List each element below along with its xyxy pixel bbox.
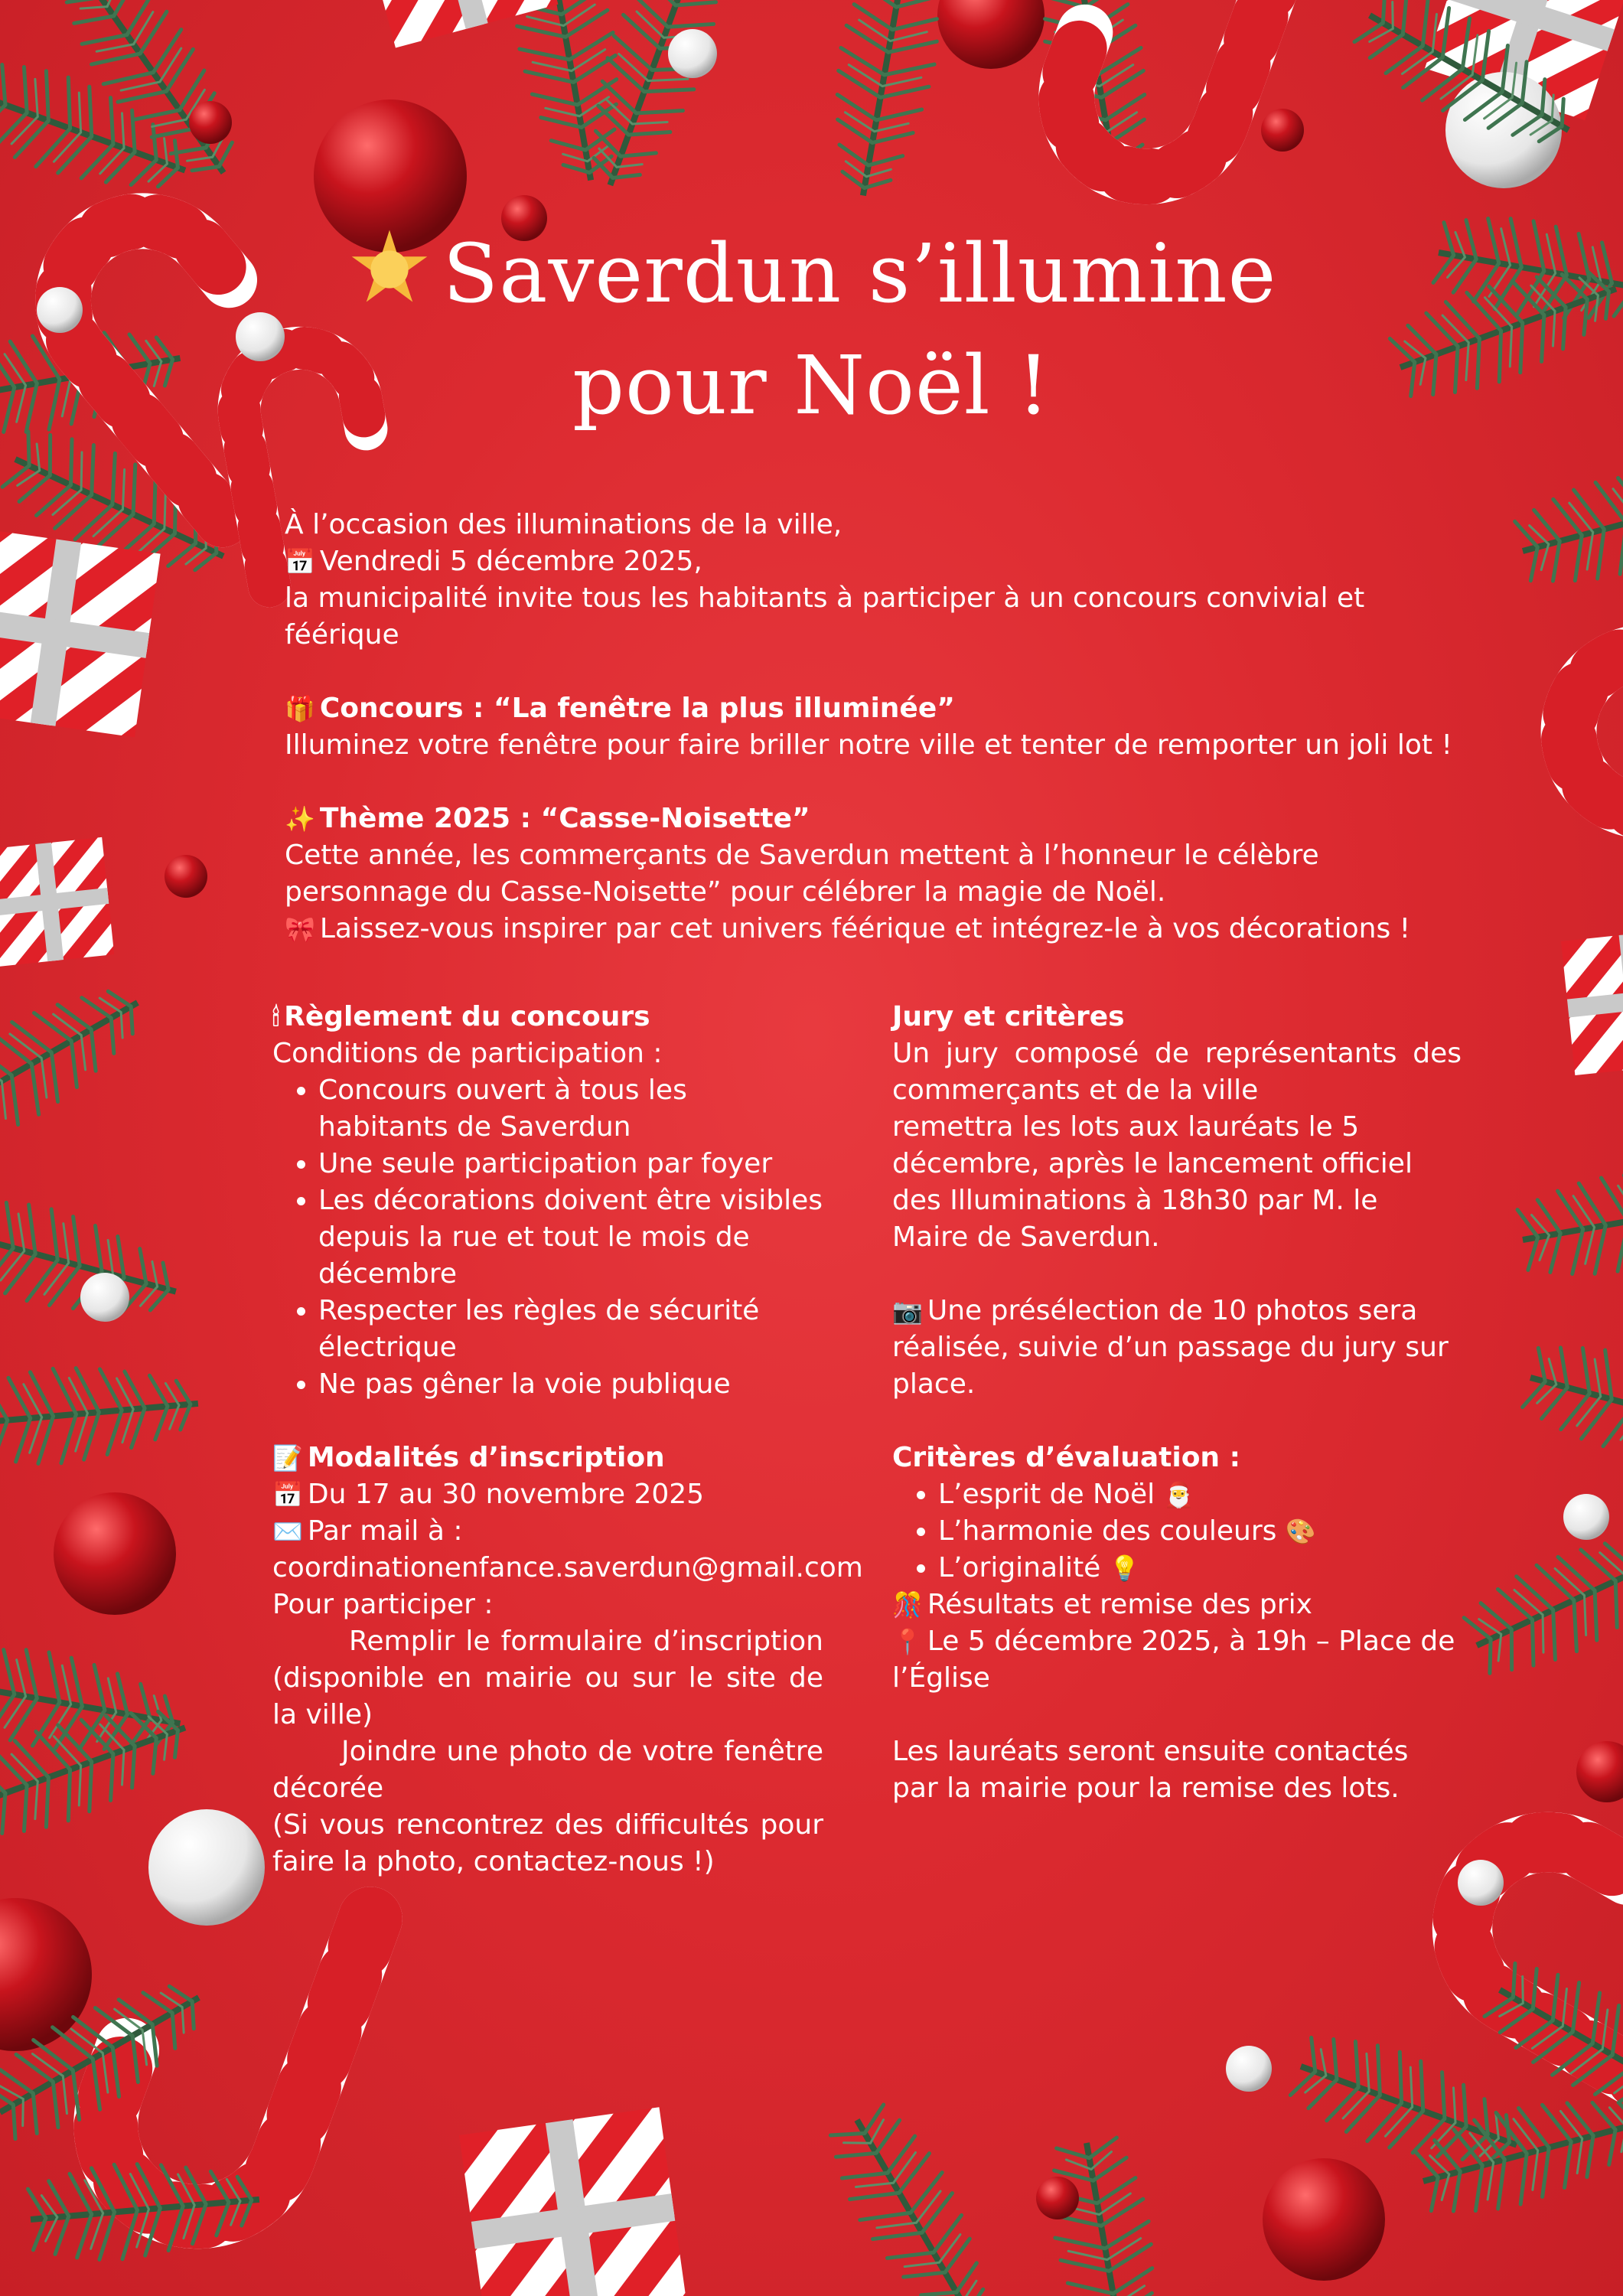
list-item <box>938 1550 1462 1587</box>
registration-dates-text: Du 17 au 30 novembre 2025 <box>307 1479 705 1510</box>
title-text-1: Saverdun s’illumine <box>442 227 1277 321</box>
results-closing: Les lauréats seront ensuite contactés par la mairie pour la remise des lots. <box>892 1736 1409 1804</box>
santa-icon: 🎅 <box>1163 1480 1194 1509</box>
right-column <box>892 999 1462 1807</box>
list-item: • Les décorations doivent être visibles depuis la rue et tout le mois de décembre <box>318 1182 823 1293</box>
criteria-text: L’originalité <box>938 1552 1101 1583</box>
palette-icon: 🎨 <box>1285 1517 1316 1546</box>
criteria-text: L’esprit de Noël <box>938 1479 1155 1510</box>
gift-icon: 🎁 <box>285 694 315 723</box>
registration-heading <box>272 1440 823 1476</box>
glowing-star-icon <box>347 227 432 312</box>
calendar-icon: 📅 <box>272 1480 303 1509</box>
poster-title <box>0 218 1623 442</box>
list-item: • Une seule participation par foyer <box>318 1146 823 1182</box>
rules-heading-text: Règlement du concours <box>284 1001 650 1032</box>
title-line-2: pour Noël ! <box>572 338 1051 432</box>
lightbulb-icon: 💡 <box>1109 1554 1140 1583</box>
title-line-1 <box>0 218 1623 330</box>
results-heading <box>892 1587 1462 1623</box>
intro-section <box>285 507 1463 947</box>
rules-subheading: Conditions de participation : <box>272 1038 663 1069</box>
theme-heading-text: Thème 2025 : “Casse-Noisette” <box>319 803 810 834</box>
event-date: Vendredi 5 décembre 2025, <box>319 546 702 577</box>
preselection-text-body: Une présélection de 10 photos sera réalisée, suivie d’un passage du jury sur place. <box>892 1295 1449 1400</box>
list-item: • Concours ouvert à tous les habitants de Saverdun <box>318 1072 823 1146</box>
intro-line-2 <box>285 543 1463 580</box>
theme-invite-text: Laissez-vous inspirer par cet univers féérique et intégrez-le à vos décorations ! <box>319 913 1411 944</box>
registration-heading-text: Modalités d’inscription <box>307 1442 665 1473</box>
registration-how: Pour participer : <box>272 1589 494 1620</box>
criteria-text: L’harmonie des couleurs <box>938 1515 1277 1547</box>
preselection-text <box>892 1293 1462 1403</box>
pin-icon: 📍 <box>892 1627 923 1656</box>
ribbon-icon: 🎀 <box>285 915 315 944</box>
theme-text: Cette année, les commerçants de Saverdun mettent à l’honneur le célèbre personnage du Casse-Noisette” pour célébrer la magie de Noël. <box>285 840 1319 908</box>
contest-heading-text: Concours : “La fenêtre la plus illuminée” <box>319 693 955 724</box>
left-column <box>272 999 863 1880</box>
registration-email[interactable]: coordinationenfance.saverdun@gmail.com <box>272 1552 863 1583</box>
envelope-icon: ✉️ <box>272 1517 303 1546</box>
criteria-list <box>892 1476 1462 1587</box>
theme-invite <box>285 911 1463 947</box>
results-when <box>892 1623 1462 1697</box>
list-item: • Respecter les règles de sécurité électrique <box>318 1293 823 1366</box>
camera-icon: 📷 <box>892 1296 923 1326</box>
registration-step-1: Remplir le formulaire d’inscription (disponible en mairie ou sur le site de la ville) <box>272 1626 823 1730</box>
jury-heading: Jury et critères <box>892 1001 1125 1032</box>
theme-heading <box>285 801 1463 837</box>
contest-heading <box>285 690 1463 727</box>
jury-text-2: remettra les lots aux lauréats le 5 décembre, après le lancement officiel des Illuminations à 18h30 par M. le Maire de Saverdun. <box>892 1111 1413 1253</box>
rules-list <box>272 1072 823 1403</box>
mail-label-text: Par mail à : <box>307 1515 463 1547</box>
results-heading-text: Résultats et remise des prix <box>927 1589 1312 1620</box>
candle-icon: 🕯 <box>272 1003 280 1032</box>
contest-text: Illuminez votre fenêtre pour faire briller notre ville et tenter de remporter un joli lot ! <box>285 729 1452 761</box>
intro-line-1: À l’occasion des illuminations de la ville, <box>285 509 842 540</box>
calendar-icon: 📅 <box>285 547 315 576</box>
registration-mail-label <box>272 1513 823 1550</box>
confetti-icon: 🎊 <box>892 1590 923 1619</box>
jury-text-1: Un jury composé de représentants des commerçants et de la ville <box>892 1038 1462 1106</box>
intro-line-3: la municipalité invite tous les habitants à participer à un concours convivial et féérique <box>285 582 1365 651</box>
rules-heading <box>272 999 823 1035</box>
memo-icon: 📝 <box>272 1443 303 1473</box>
registration-step-2: Joindre une photo de votre fenêtre décorée <box>272 1736 823 1804</box>
list-item <box>938 1513 1462 1550</box>
registration-dates <box>272 1476 823 1513</box>
results-when-text: Le 5 décembre 2025, à 19h – Place de l’Église <box>892 1626 1455 1694</box>
registration-note: (Si vous rencontrez des difficultés pour faire la photo, contactez-nous !) <box>272 1809 823 1877</box>
sparkles-icon: ✨ <box>285 804 315 833</box>
list-item: • Ne pas gêner la voie publique <box>318 1366 823 1403</box>
criteria-heading: Critères d’évaluation : <box>892 1442 1240 1473</box>
list-item <box>938 1476 1462 1513</box>
